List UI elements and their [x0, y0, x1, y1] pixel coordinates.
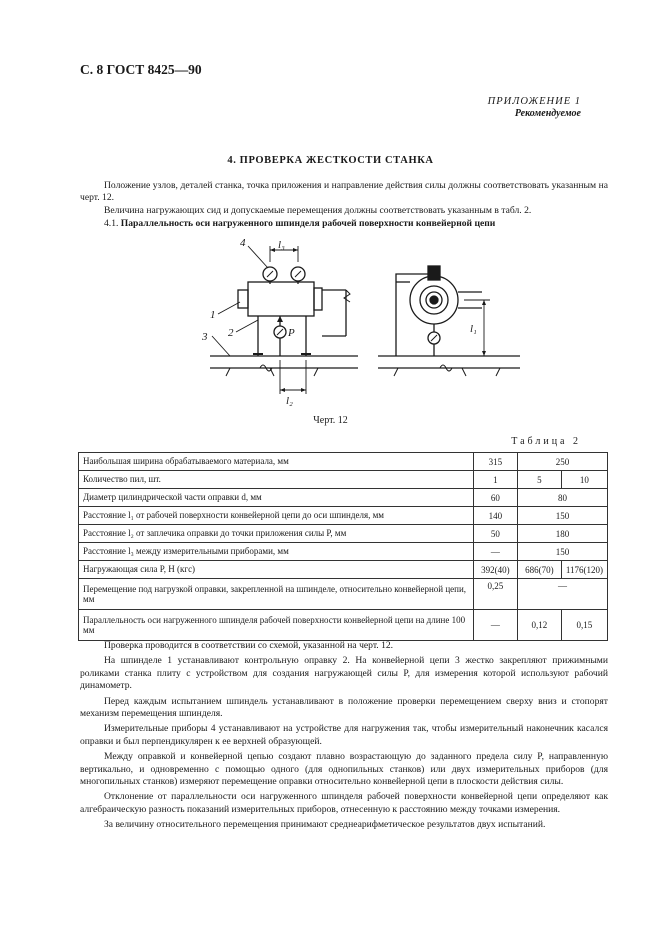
cell: 80: [517, 489, 607, 507]
cell: —: [517, 579, 607, 610]
row-label: Расстояние l₃ между измерительными приборами, мм: [79, 543, 474, 561]
row-label: Расстояние l₁ от рабочей поверхности конвейерной цепи до оси шпинделя, мм: [79, 507, 474, 525]
procedure-text: [80, 640, 608, 835]
intro-p1-text: Положение узлов, деталей станка, точка приложения и направление действия силы должны соответствовать указанным на черт. 12.: [80, 180, 608, 204]
clause-number: 4.1.: [104, 218, 119, 229]
label-l2: l₂: [286, 395, 293, 407]
table-row: [79, 525, 608, 543]
cell: 150: [517, 507, 607, 525]
table-row: [79, 610, 608, 641]
cell: 686(70): [517, 561, 561, 579]
mandrel-end: [314, 288, 322, 310]
table-row: [79, 579, 608, 610]
row-label: Расстояние l₂ от заплечика оправки до точки приложения силы P, мм: [79, 525, 474, 543]
intro-p2-text: Величина нагружающих сид и допускаемые перемещения должны соответствовать указанным в табл. 2.: [104, 205, 532, 216]
label-P: P: [288, 327, 295, 339]
label-4: 4: [240, 237, 246, 249]
clause-title: Параллельность оси нагруженного шпинделя рабочей поверхности конвейерной цепи: [120, 218, 496, 229]
cell: —: [473, 610, 517, 641]
intro-paragraph-3: [80, 218, 608, 230]
cell: 1176(120): [561, 561, 607, 579]
table-row: [79, 543, 608, 561]
cell: 5: [517, 471, 561, 489]
cell: 10: [561, 471, 607, 489]
row-label: Количество пил, шт.: [79, 471, 474, 489]
row-label: Нагружающая сила P, Н (кгс): [79, 561, 474, 579]
cell: 150: [517, 543, 607, 561]
table-row: [79, 561, 608, 579]
table-row: [79, 489, 608, 507]
body-paragraph: Отклонение от параллельности оси нагруженного шпинделя рабочей поверхности конвейерной цепи определяют как алгебраическую разность показаний измерительных приборов, отнесенную к расстоянию между точками измерения.: [80, 791, 608, 815]
page-header: С. 8 ГОСТ 8425—90: [80, 62, 202, 77]
top-indicator-block: [428, 266, 440, 280]
table-row: [79, 507, 608, 525]
figure-caption: Черт. 12: [313, 415, 348, 426]
technical-drawing: [200, 236, 520, 411]
section-title: 4. ПРОВЕРКА ЖЕСТКОСТИ СТАНКА: [227, 155, 434, 166]
cell: 0,12: [517, 610, 561, 641]
row-label: Перемещение под нагрузкой оправки, закрепленной на шпинделе, относительно конвейерной цепи, мм: [79, 579, 474, 610]
appendix-note: Рекомендуемое: [514, 108, 581, 119]
parameters-table: [78, 452, 608, 641]
label-l1: l₁: [470, 323, 477, 335]
row-label: Диаметр цилиндрической части оправки d, мм: [79, 489, 474, 507]
cell: 0,15: [561, 610, 607, 641]
cell: 140: [473, 507, 517, 525]
label-2: 2: [228, 327, 234, 339]
body-paragraph: Между оправкой и конвейерной цепью создают плавно возрастающую до заданного предела силу P, направленную вертикально, и одновременно с помощью одного (для однопильных станков) или двух измерительных приборов (для многопильных станков) измеряют перемещение оправки относительно конвейерной цепи в плоскости действия силы.: [80, 751, 608, 788]
cell: 0,25: [473, 579, 517, 610]
table-row: [79, 471, 608, 489]
intro-paragraph-1: [80, 180, 608, 205]
table-label: Таблица 2: [511, 436, 581, 447]
label-l3: l₃: [278, 239, 285, 251]
spindle-shaft: [238, 290, 248, 308]
body-paragraph: Измерительные приборы 4 устанавливают на устройстве для нагружения так, чтобы измерительный наконечник касался оправки и был перпендикулярен к ее верхней образующей.: [80, 723, 608, 747]
cell: 250: [517, 453, 607, 471]
intro-paragraph-2: [80, 205, 608, 217]
appendix-label: [488, 96, 581, 119]
cell: 392(40): [473, 561, 517, 579]
cell: —: [473, 543, 517, 561]
body-paragraph: На шпинделе 1 устанавливают контрольную оправку 2. На конвейерной цепи 3 жестко закрепляют прижимными роликами станка плиту с устройством для создания нагружающей силы P, для измерения которой используют рабочий динамометр.: [80, 655, 608, 692]
row-label: Параллельность оси нагруженного шпинделя рабочей поверхности конвейерной цепи на длине 100 мм: [79, 610, 474, 641]
spindle-housing: [248, 282, 314, 316]
body-paragraph: Проверка проводится в соответствии со схемой, указанной на черт. 12.: [104, 640, 394, 651]
label-3: 3: [202, 331, 208, 343]
body-paragraph: Перед каждым испытанием шпиндель устанавливают в положение проверки перемещением сверху вниз и стопорят механизм перемещения шпинделя.: [80, 695, 608, 720]
appendix-title: ПРИЛОЖЕНИЕ 1: [487, 96, 581, 107]
cell: 1: [473, 471, 517, 489]
body-paragraph: За величину относительного перемещения принимают среднеарифметическое результатов двух испытаний.: [104, 819, 546, 831]
cell: 315: [473, 453, 517, 471]
table-row: [79, 453, 608, 471]
cell: 50: [473, 525, 517, 543]
row-label: Наибольшая ширина обрабатываемого материала, мм: [79, 453, 474, 471]
cell: 60: [473, 489, 517, 507]
cell: 180: [517, 525, 607, 543]
label-1: 1: [210, 309, 216, 321]
